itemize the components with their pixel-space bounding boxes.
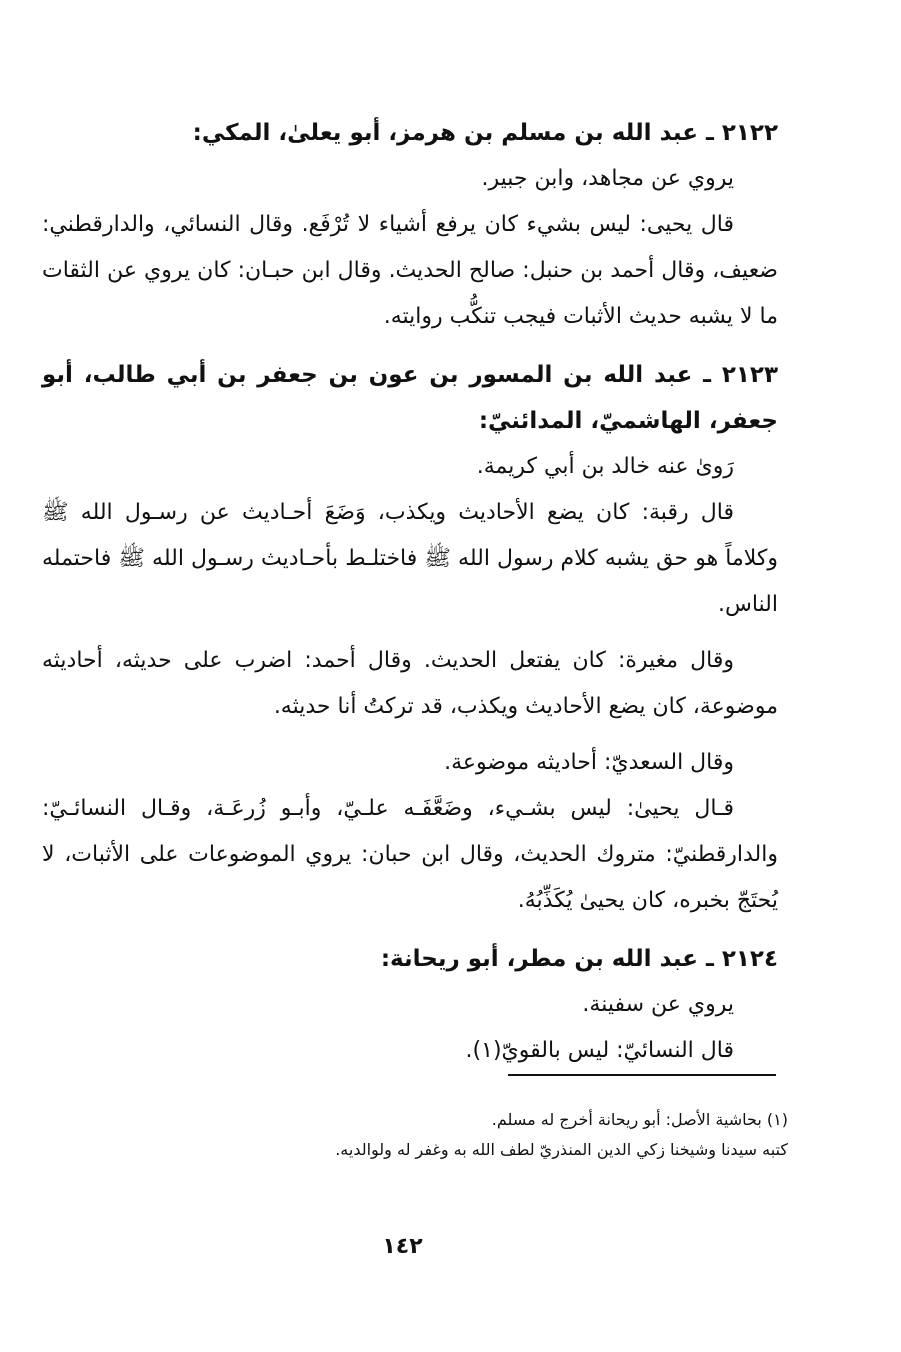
entry-paragraph: يروي عن مجاهد، وابن جبير. — [481, 166, 734, 191]
entry-2124 — [42, 936, 778, 1074]
entry-heading: ٢١٢٤ ـ عبد الله بن مطر، أبو ريحانة: — [380, 946, 778, 972]
entry-paragraph: رَوىٰ عنه خالد بن أبي كريمة. — [476, 454, 734, 479]
entry-paragraph: قـال يحيىٰ: ليس بشـيء، وضَعَّفَـه علـيّ، وأبـو زُرعَـة، وقـال النسائـيّ: والدارقطنيّ: متروك الحديث، وقال ابن حبان: يروي الموضوعات على الأثبات، لا يُحتَجّ بخبره، كان يحيىٰ يُكَذِّبُهُ. — [42, 796, 778, 913]
entry-paragraph: وقال السعديّ: أحاديثه موضوعة. — [444, 750, 734, 775]
entry-heading: ٢١٢٣ ـ عبد الله بن المسور بن عون بن جعفر بن أبي طالب، أبو جعفر، الهاشميّ، المدائنيّ: — [42, 362, 778, 434]
footnotes — [200, 1105, 788, 1165]
entry-paragraph: قال النسائيّ: ليس بالقويّ(١). — [465, 1038, 734, 1063]
footnote-divider — [508, 1074, 776, 1076]
page-number: ١٤٢ — [382, 1234, 423, 1259]
entry-paragraph: وقال مغيرة: كان يفتعل الحديث. وقال أحمد: اضرب على حديثه، أحاديثه موضوعة، كان يضع الأحاديث ويكذب، قد تركتُ أنا حديثه. — [42, 648, 778, 719]
entry-paragraph: يروي عن سفينة. — [582, 992, 734, 1017]
entry-paragraph: قال رقبة: كان يضع الأحاديث ويكذب، وَضَعَ أحـاديث عن رسـول الله ﷺ وكلاماً هو حق يشبه كلام رسول الله ﷺ فاختلـط بأحـاديث رسـول الله ﷺ فاحتمله الناس. — [42, 500, 778, 617]
entry-2122 — [42, 110, 778, 340]
entry-paragraph: قال يحيى: ليس بشيء كان يرفع أشياء لا تُرْفَع. وقال النسائي، والدارقطني: ضعيف، وقال أحمد بن حنبل: صالح الحديث. وقال ابن حبـان: كان يروي عن الثقات ما لا يشبه حديث الأثبات فيجب تنكُّب روايته. — [42, 212, 778, 329]
entry-2123 — [42, 352, 778, 924]
main-text — [42, 110, 778, 1086]
footnote: كتبه سيدنا وشيخنا زكي الدين المنذريّ لطف الله به وغفر له ولوالديه. — [335, 1140, 788, 1159]
entry-heading: ٢١٢٢ ـ عبد الله بن مسلم بن هرمز، أبو يعلىٰ، المكي: — [192, 120, 778, 146]
footnote: (١) بحاشية الأصل: أبو ريحانة أخرج له مسلم. — [491, 1110, 788, 1129]
